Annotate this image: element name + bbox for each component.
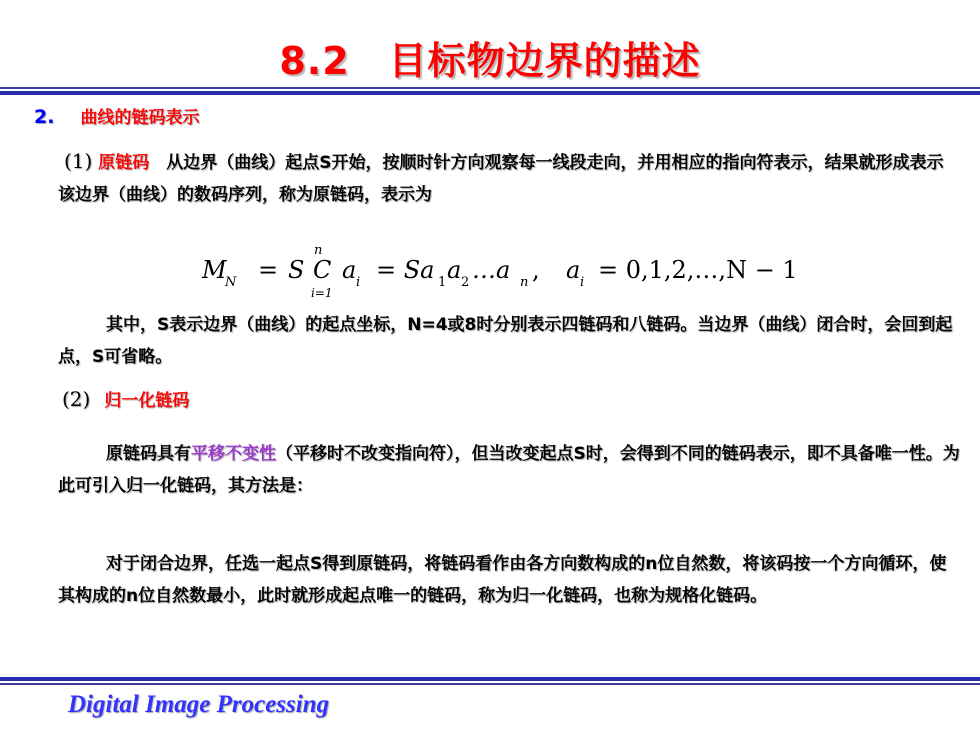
- formula-sub1: 1: [438, 275, 447, 290]
- formula-op-sub: i=1: [311, 286, 333, 300]
- slide-title: 8.2 目标物边界的描述: [279, 39, 701, 83]
- formula-sub2: 2: [461, 275, 470, 290]
- item2-heading: [62, 386, 189, 411]
- section-heading: [34, 103, 199, 128]
- footer-label: Digital Image Processing: [68, 691, 330, 718]
- section-number: 2.: [34, 106, 55, 128]
- item2-text-b: （平移时不改变指向符），但当改变起点S时，会得到不同的链码表示，即不具备唯一性。为此可引入归一化链码，其方法是：: [58, 444, 960, 496]
- formula-eq: =: [258, 256, 279, 284]
- formula-a: a: [342, 256, 357, 284]
- item2-paragraph: [58, 438, 960, 502]
- formula-ai-sub: i: [580, 275, 585, 290]
- formula-mid: = Sa: [376, 256, 435, 284]
- formula-s: S: [288, 256, 305, 284]
- item1-text: 从边界（曲线）起点S开始，按顺时针方向观察每一线段走向，并用相应的指向符表示，结果就形成表示该边界（曲线）的数码序列，称为原链码，表示为: [58, 153, 944, 205]
- section-title: 曲线的链码表示: [80, 108, 200, 128]
- item1-paragraph: [58, 145, 960, 211]
- formula-subn: n: [520, 275, 529, 290]
- item1-note: 其中，S表示边界（曲线）的起点坐标，N=4或8时分别表示四链码和八链码。当边界（曲线）闭合时，会回到起点，S可省略。: [58, 315, 953, 367]
- item2-highlight: 平移不变性: [191, 444, 276, 464]
- chain-code-formula: [200, 240, 840, 304]
- item1-term: 原链码: [98, 153, 150, 173]
- top-divider-thin: [0, 87, 980, 89]
- item2-method: 对于闭合边界，任选一起点S得到原链码，将链码看作由各方向数构成的n位自然数，将该码按一个方向循环，使其构成的n位自然数最小，此时就形成起点唯一的链码，称为归一化链码，也称为规格化链码。: [58, 554, 947, 606]
- bottom-divider-thin: [0, 683, 980, 685]
- formula-lhs: M: [202, 256, 227, 284]
- formula-lhs-sub: N: [225, 275, 237, 290]
- bottom-divider-thick: [0, 677, 980, 681]
- item2-term: 归一化链码: [104, 391, 190, 411]
- formula-range: = 0,1,2,…,N − 1: [598, 256, 798, 284]
- formula-comma: ,: [532, 256, 540, 284]
- item2-text-a: 原链码具有: [106, 444, 191, 464]
- top-divider-thick: [0, 91, 980, 95]
- formula-a-sub: i: [356, 275, 361, 290]
- formula-op: C: [313, 256, 332, 284]
- item2-number: (2): [62, 387, 91, 411]
- item1-number: (1): [64, 149, 93, 173]
- formula-a2: a: [447, 256, 462, 284]
- formula-ai: a: [566, 256, 581, 284]
- formula-op-sup: n: [314, 243, 323, 258]
- formula-dots: …a: [472, 256, 511, 284]
